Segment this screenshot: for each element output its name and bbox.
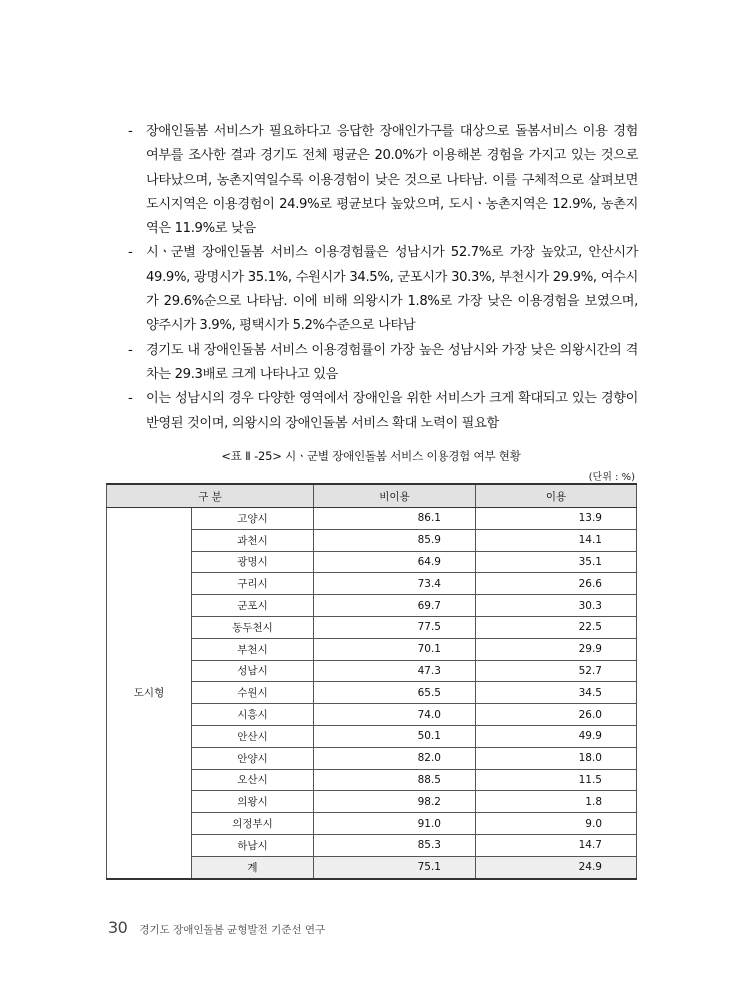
use-cell: 35.1: [476, 551, 637, 573]
bullet-text: 장애인돌봄 서비스가 필요하다고 응답한 장애인가구를 대상으로 돌봄서비스 이용 경험 여부를 조사한 결과 경기도 전체 평균은 20.0%가 이용해본 경험을 가지고 있는 것으로 나타났으며, 농촌지역일수록 이용경험이 낮은 것으로 나타남. 이를 구체적으로 살펴보면 도시지역은 이용경험이 24.9%로 평균보다 높았으며, 도시ㆍ농촌지역은 12.9%, 농촌지역은 11.9%로 낮음: [146, 124, 638, 237]
use-cell: 34.5: [476, 682, 637, 704]
bullet-dash: -: [128, 342, 133, 358]
city-cell: 수원시: [192, 682, 314, 704]
non-use-cell: 73.4: [314, 573, 476, 595]
non-use-cell: 91.0: [314, 813, 476, 835]
city-cell: 안양시: [192, 747, 314, 769]
non-use-cell: 74.0: [314, 704, 476, 726]
header-use: 이용: [476, 484, 637, 508]
table-unit: (단위 : %): [588, 472, 635, 483]
city-cell: 시흥시: [192, 704, 314, 726]
non-use-cell: 82.0: [314, 747, 476, 769]
use-cell: 13.9: [476, 508, 637, 530]
use-cell: 11.5: [476, 769, 637, 791]
city-cell: 군포시: [192, 595, 314, 617]
city-cell: 과천시: [192, 529, 314, 551]
non-use-cell: 85.3: [314, 834, 476, 856]
city-cell: 광명시: [192, 551, 314, 573]
non-use-cell: 86.1: [314, 508, 476, 530]
use-cell: 1.8: [476, 791, 637, 813]
page-footer: [108, 918, 325, 937]
use-cell: 26.6: [476, 573, 637, 595]
use-cell: 18.0: [476, 747, 637, 769]
total-non-use: 75.1: [314, 856, 476, 878]
bullet-dash: -: [128, 124, 133, 139]
group-label: 도시형: [107, 508, 192, 879]
city-cell: 오산시: [192, 769, 314, 791]
bullet-text: 시ㆍ군별 장애인돌봄 서비스 이용경험률은 성남시가 52.7%로 가장 높았고, 안산시가 49.9%, 광명시가 35.1%, 수원시가 34.5%, 군포시가 30.3%, 부천시가 29.9%, 여수시가 29.6%순으로 나타남. 이에 비해 의왕시가 1.8%로 가장 낮은 이용경험을 보였으며, 양주시가 3.9%, 평택시가 5.2%수준으로 나타남: [146, 245, 638, 334]
bullet-item: [128, 241, 638, 338]
bullet-list: [128, 120, 638, 436]
use-cell: 30.3: [476, 595, 637, 617]
bullet-item: [128, 339, 638, 388]
header-non-use: 비이용: [314, 484, 476, 508]
non-use-cell: 85.9: [314, 529, 476, 551]
city-cell: 안산시: [192, 725, 314, 747]
use-cell: 52.7: [476, 660, 637, 682]
city-cell: 의정부시: [192, 813, 314, 835]
city-cell: 부천시: [192, 638, 314, 660]
bullet-dash: -: [128, 391, 133, 407]
city-cell: 하남시: [192, 834, 314, 856]
table-title: <표 Ⅱ -25> 시ㆍ군별 장애인돌봄 서비스 이용경험 여부 현황: [221, 449, 521, 463]
bullet-text: 경기도 내 장애인돌봄 서비스 이용경험률이 가장 높은 성남시와 가장 낮은 의왕시간의 격차는 29.3배로 크게 나타나고 있음: [146, 342, 638, 382]
non-use-cell: 65.5: [314, 682, 476, 704]
use-cell: 26.0: [476, 704, 637, 726]
total-use: 24.9: [476, 856, 637, 878]
use-cell: 22.5: [476, 616, 637, 638]
non-use-cell: 77.5: [314, 616, 476, 638]
non-use-cell: 69.7: [314, 595, 476, 617]
bullet-text: 이는 성남시의 경우 다양한 영역에서 장애인을 위한 서비스가 크게 확대되고 있는 경향이 반영된 것이며, 의왕시의 장애인돌봄 서비스 확대 노력이 필요함: [146, 391, 638, 431]
bullet-dash: -: [128, 245, 133, 261]
use-cell: 14.7: [476, 834, 637, 856]
use-cell: 49.9: [476, 725, 637, 747]
city-cell: 고양시: [192, 508, 314, 530]
non-use-cell: 64.9: [314, 551, 476, 573]
non-use-cell: 70.1: [314, 638, 476, 660]
city-cell: 성남시: [192, 660, 314, 682]
use-cell: 14.1: [476, 529, 637, 551]
city-cell: 구리시: [192, 573, 314, 595]
non-use-cell: 98.2: [314, 791, 476, 813]
use-cell: 29.9: [476, 638, 637, 660]
bullet-item: [128, 387, 638, 436]
city-cell: 동두천시: [192, 616, 314, 638]
total-label: 계: [192, 856, 314, 878]
table-header-row: [107, 484, 637, 508]
non-use-cell: 47.3: [314, 660, 476, 682]
document-title: 경기도 장애인돌봄 균형발전 기준선 연구: [139, 924, 326, 936]
table-row: [107, 508, 637, 530]
use-cell: 9.0: [476, 813, 637, 835]
page-number: 30: [108, 918, 128, 937]
header-category: 구 분: [107, 484, 314, 508]
usage-table: [106, 483, 637, 880]
non-use-cell: 88.5: [314, 769, 476, 791]
city-cell: 의왕시: [192, 791, 314, 813]
bullet-item: [128, 120, 638, 241]
non-use-cell: 50.1: [314, 725, 476, 747]
